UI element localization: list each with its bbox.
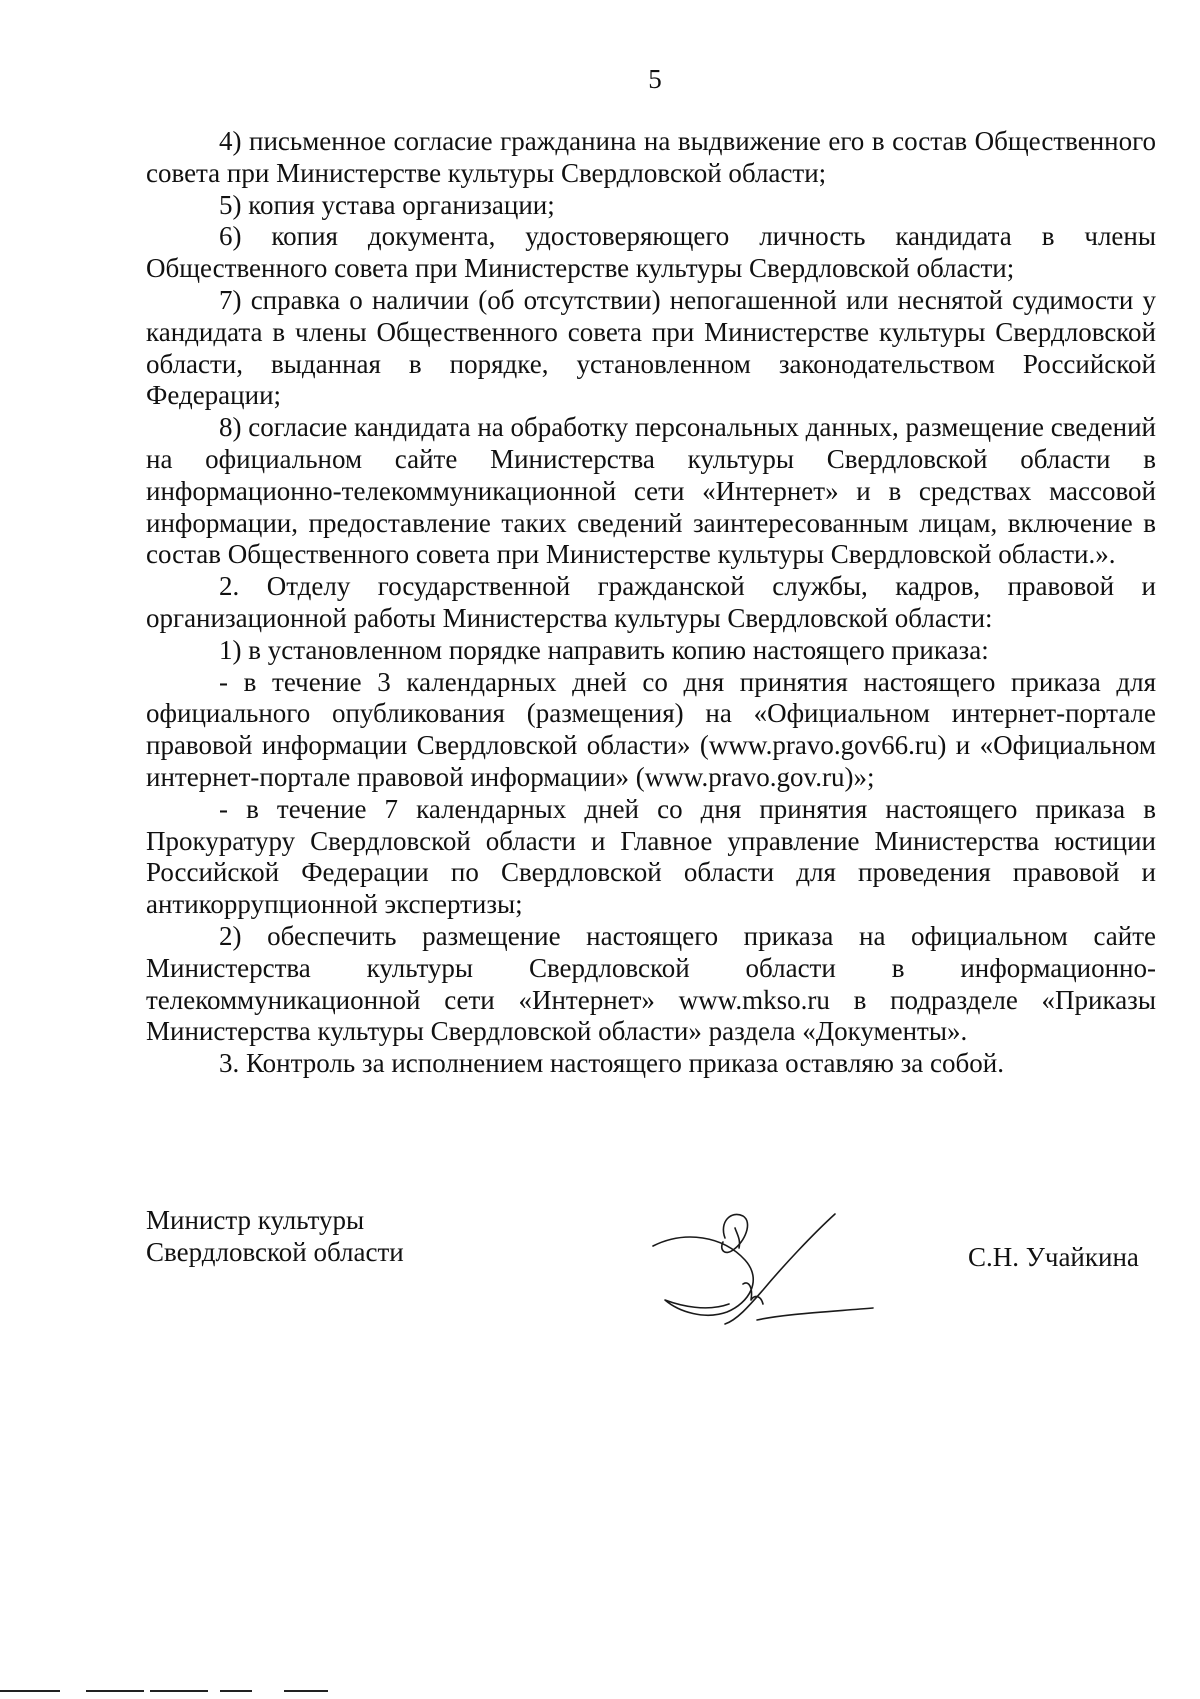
footer-mark [150,1690,208,1692]
signatory-title-line-2: Свердловской области [146,1237,404,1267]
footer-mark [284,1690,328,1692]
handwritten-signature [645,1208,875,1328]
page-number: 5 [648,64,662,94]
footer-mark [220,1690,252,1692]
paragraph-dash-3-days: - в течение 3 календарных дней со дня принятия настоящего приказа для официального опубликования (размещения) на «Официальном интернет-портале правовой информации Свердловской области» (www.pravo.gov66.ru) и «Официальном интернет-портале правовой информации» (www.pravo.gov.ru)»; [146,666,1156,792]
footer-mark [0,1690,60,1692]
signatory-title-line-1: Министр культуры [146,1205,365,1235]
document-body [146,126,1156,1080]
paragraph-item-4-consent: 4) письменное согласие гражданина на выдвижение его в состав Общественного совета при Министерстве культуры Свердловской области; [146,126,1156,188]
paragraph-section-2: 2. Отделу государственной гражданской службы, кадров, правовой и организационной работы Министерства культуры Свердловской области: [146,571,1156,633]
paragraph-section-2-1: 1) в установленном порядке направить копию настоящего приказа: [219,634,989,665]
paragraph-item-6-id-copy: 6) копия документа, удостоверяющего личность кандидата в члены Общественного совета при Министерстве культуры Свердловской области; [146,221,1156,284]
paragraph-dash-7-days: - в течение 7 календарных дней со дня принятия настоящего приказа в Прокуратуру Свердловской области и Главное управление Министерства юстиции Российской Федерации по Свердловской области для проведения правовой и антикоррупционной экспертизы; [146,793,1156,920]
paragraph-section-2-2: 2) обеспечить размещение настоящего приказа на официальном сайте Министерства культуры Свердловской области в информационно-телекоммуникационной сети «Интернет» www.mkso.ru в подразделе «Приказы Министерства культуры Свердловской области» раздела «Документы». [146,920,1156,1047]
paragraph-item-8-data-consent: 8) согласие кандидата на обработку персональных данных, размещение сведений на официальном сайте Министерства культуры Свердловской области в информационно-телекоммуникационной сети «Интернет» и в средствах массовой информации, предоставление таких сведений заинтересованным лицам, включение в состав Общественного совета при Министерстве культуры Свердловской области.». [146,412,1156,570]
footer-divider-marks [0,1690,340,1694]
signatory-title [146,1204,404,1268]
paragraph-item-7-criminal-record: 7) справка о наличии (об отсутствии) непогашенной или неснятой судимости у кандидата в члены Общественного совета при Министерстве культуры Свердловской области, выданная в порядке, установленном законодательством Российской Федерации; [146,284,1156,411]
footer-mark [86,1690,144,1692]
paragraph-item-5-charter: 5) копия устава организации; [219,189,555,220]
paragraph-section-3: 3. Контроль за исполнением настоящего приказа оставляю за собой. [219,1048,1004,1079]
signatory-name: С.Н. Учайкина [968,1242,1139,1272]
